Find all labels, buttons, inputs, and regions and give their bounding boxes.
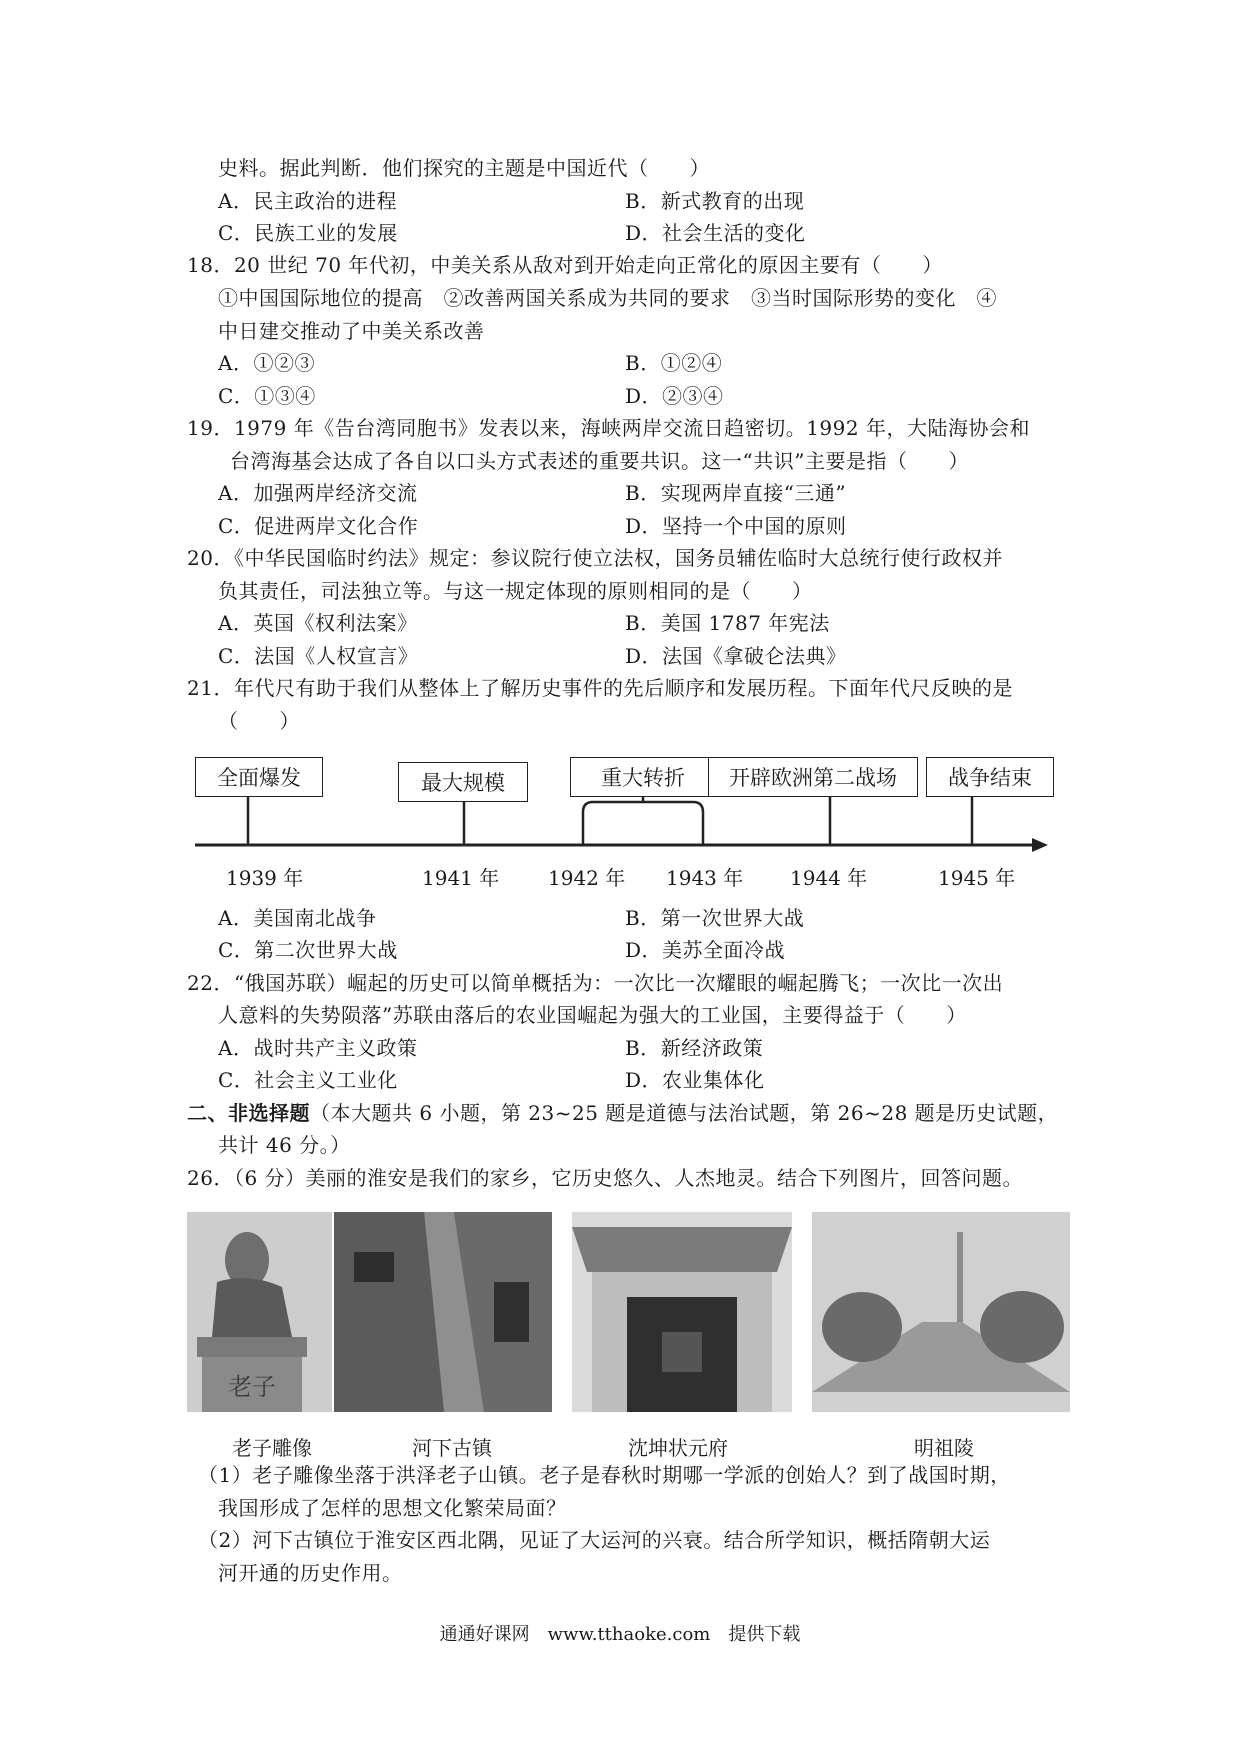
q19-stem-line1: 19．1979 年《告台湾同胞书》发表以来，海峡两岸交流日趋密切。1992 年，大陆海协会和 — [187, 416, 1030, 440]
q17-stem: 史料。据此判断．他们探究的主题是中国近代（ ） — [218, 156, 710, 180]
q22-option-c: C．社会主义工业化 — [218, 1068, 398, 1092]
caption-hexia: 河下古镇 — [412, 1436, 492, 1460]
q18-option-a: A．①②③ — [218, 351, 315, 375]
q21-option-b: B．第一次世界大战 — [625, 906, 805, 930]
q17-option-d: D．社会生活的变化 — [625, 221, 806, 245]
q20-option-c: C．法国《人权宣言》 — [218, 644, 419, 668]
q21-option-d: D．美苏全面冷战 — [625, 938, 786, 962]
q18-items-line2: 中日建交推动了中美关系改善 — [218, 319, 485, 343]
q21-option-a: A．美国南北战争 — [218, 906, 377, 930]
year-1939: 1939 年 — [226, 866, 304, 890]
q22-stem-line2: 人意料的失势陨落”苏联由落后的农业国崛起为强大的工业国，主要得益于（ ） — [218, 1003, 967, 1027]
q17-option-a: A．民主政治的进程 — [218, 189, 397, 213]
timeline-label-outbreak: 全面爆发 — [195, 757, 323, 797]
year-1943: 1943 年 — [666, 866, 744, 890]
q20-option-a: A．英国《权利法案》 — [218, 611, 418, 635]
q26-stem: 26．（6 分）美丽的淮安是我们的家乡，它历史悠久、人杰地灵。结合下列图片，回答问题。 — [187, 1166, 1024, 1190]
bracket-1942-1943 — [583, 802, 703, 845]
timeline-label-turning-point: 重大转折 — [570, 757, 716, 797]
q22-option-d: D．农业集体化 — [625, 1068, 765, 1092]
q22-stem-line1: 22．“俄国苏联）崛起的历史可以简单概括为：一次比一次耀眼的崛起腾飞；一次比一次出 — [187, 971, 1004, 995]
q26-sub1-line2: 我国形成了怎样的思想文化繁荣局面？ — [218, 1496, 567, 1520]
q18-option-c: C．①③④ — [218, 384, 316, 408]
section2-title: 二、非选择题 — [187, 1101, 310, 1125]
caption-laozi: 老子雕像 — [232, 1436, 312, 1460]
q20-stem-line1: 20．《中华民国临时约法》规定：参议院行使立法权，国务员辅佐临时大总统行使行政权并 — [187, 546, 1003, 570]
q19-stem-line2: 台湾海基会达成了各自以口头方式表述的重要共识。这一“共识”主要是指（ ） — [230, 449, 969, 473]
timeline-label-second-front: 开辟欧洲第二战场 — [708, 757, 918, 797]
q21-stem-line2: （ ） — [218, 709, 300, 733]
q22-option-b: B．新经济政策 — [625, 1036, 764, 1060]
ming-ancestral-tomb-photo — [812, 1212, 1070, 1412]
page-footer: 通通好课网 www.tthaoke.com 提供下载 — [439, 1624, 801, 1645]
q21-option-c: C．第二次世界大战 — [218, 938, 398, 962]
hexia-town-image — [334, 1212, 552, 1412]
q18-stem: 18．20 世纪 70 年代初，中美关系从敌对到开始走向正常化的原因主要有（ ） — [187, 253, 943, 277]
q19-option-b: B．实现两岸直接“三通” — [625, 481, 847, 505]
hexia-town-photo — [334, 1212, 552, 1412]
q26-sub2-line1: （2）河下古镇位于淮安区西北隅，见证了大运河的兴衰。结合所学知识，概括隋朝大运 — [198, 1528, 991, 1552]
q17-option-c: C．民族工业的发展 — [218, 221, 398, 245]
shenkun-mansion-image — [572, 1212, 792, 1412]
q26-sub1-line1: （1）老子雕像坐落于洪泽老子山镇。老子是春秋时期哪一学派的创始人？到了战国时期， — [198, 1463, 1011, 1487]
caption-shenkun: 沈坤状元府 — [628, 1436, 728, 1460]
q17-option-b: B．新式教育的出现 — [625, 189, 805, 213]
q19-option-a: A．加强两岸经济交流 — [218, 481, 418, 505]
caption-ming-tomb: 明祖陵 — [914, 1436, 974, 1460]
ming-tomb-image — [812, 1212, 1070, 1412]
q18-items-line1: ①中国国际地位的提高 ②改善两国关系成为共同的要求 ③当时国际形势的变化 ④ — [218, 286, 997, 310]
timeline-label-largest-scale: 最大规模 — [398, 762, 528, 802]
laozi-statue-image — [187, 1212, 332, 1412]
q18-option-b: B．①②④ — [625, 351, 723, 375]
q26-sub2-line2: 河开通的历史作用。 — [218, 1561, 403, 1585]
year-1942: 1942 年 — [548, 866, 626, 890]
section2-desc-line2: 共计 46 分。） — [218, 1133, 351, 1157]
q22-option-a: A．战时共产主义政策 — [218, 1036, 418, 1060]
year-1944: 1944 年 — [790, 866, 868, 890]
q20-stem-line2: 负其责任，司法独立等。与这一规定体现的原则相同的是（ ） — [218, 579, 813, 603]
q19-option-d: D．坚持一个中国的原则 — [625, 514, 847, 538]
q20-option-b: B．美国 1787 年宪法 — [625, 611, 830, 635]
section2-desc: （本大题共 6 小题，第 23~25 题是道德与法治试题，第 26~28 题是历史试题， — [310, 1101, 1059, 1125]
q21-stem-line1: 21．年代尺有助于我们从整体上了解历史事件的先后顺序和发展历程。下面年代尺反映的是 — [187, 676, 1013, 700]
timeline-arrowhead — [1032, 838, 1048, 852]
section2-heading — [187, 1100, 1058, 1126]
year-1945: 1945 年 — [938, 866, 1016, 890]
timeline-label-war-end: 战争结束 — [926, 757, 1054, 797]
pedestal-inscription: 老子 — [228, 1373, 276, 1401]
laozi-statue-photo — [187, 1212, 332, 1412]
q18-option-d: D．②③④ — [625, 384, 724, 408]
q20-option-d: D．法国《拿破仑法典》 — [625, 644, 847, 668]
shenkun-mansion-photo — [572, 1212, 792, 1412]
q19-option-c: C．促进两岸文化合作 — [218, 514, 419, 538]
year-1941: 1941 年 — [422, 866, 500, 890]
